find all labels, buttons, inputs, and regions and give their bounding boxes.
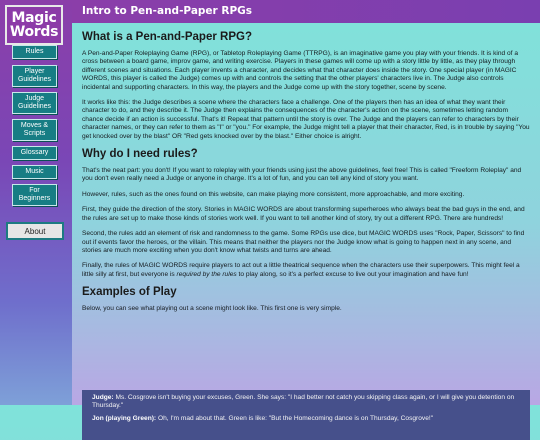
paragraph: However, rules, such as the ones found on this website, can make playing more consistent, more approachable, and more exciting. (82, 190, 465, 198)
text: to play along, so it's a perfect excuse to live out your imagination and have fun! (236, 270, 469, 278)
nav-for-beginners-button[interactable]: For Beginners (12, 184, 57, 206)
nav-player-guidelines-button[interactable]: Player Guidelines (12, 65, 57, 87)
logo-line-2: Words (9, 24, 59, 40)
nav-music-button[interactable]: Music (12, 165, 57, 179)
page-header (72, 0, 540, 23)
dialog-text: Ms. Cosgrove isn't buying your excuses, Green. She says: "I had better not catch you skipping class again, or I will give you detention on Thursday." (92, 394, 515, 410)
nav-moves-scripts-button[interactable]: Moves & Scripts (12, 119, 57, 141)
paragraph (82, 262, 530, 279)
section-heading-examples: Examples of Play (82, 286, 177, 299)
nav-rules-button[interactable]: Rules (12, 45, 57, 59)
section-heading-what-is: What is a Pen-and-Paper RPG? (82, 31, 252, 43)
nav-judge-guidelines-button[interactable]: Judge Guidelines (12, 92, 57, 114)
paragraph: It works like this: the Judge describes a scene where the characters face a challenge. One of the players then has an idea of what they want their character to do, and they describe it. The Judge then explains the consequences of the character's action on the scene, sometimes letting random chance decide if an action is successful. That's it! Repeat that pattern until the story is over. The Judge and the players can refer to characters by their character names, or they can refer to them as "I" or "you." For example, the Judge might tell a player that their character, Red, is in trouble by saying "You get knocked over by the blast" OR "Red gets knocked over by the blast." Either choice is alright. (82, 99, 530, 140)
paragraph: First, they guide the direction of the story. Stories in MAGIC WORDS are about transforming superheroes who always beat the bad guys in the end, and the rules are set up to make those kinds of stories work well. If you want to tell another kind of story, try out a different RPG. There are hundreds! (82, 206, 525, 222)
paragraph: Second, the rules add an element of risk and randomness to the game. Some RPGs use dice, but MAGIC WORDS uses "Rock, Paper, Scissors" to find out if events favor the heroes, or the villain. This means that neither the players nor the Judge know what is going to happen next in any scene, and stories are much more exciting when you don't know what twists and turns are ahead. (82, 230, 525, 254)
paragraph: Below, you can see what playing out a scene might look like. This first one is very simple. (82, 305, 342, 313)
paragraph: A Pen-and-Paper Roleplaying Game (RPG), or Tabletop Roleplaying Game (TTRPG), is an imaginative game you play with your friends. It is kind of a cross between a board game, improv game, and writing exercise. Players in these games will come up with a story little by little, as they play through different scenes and situations. Each player invents a character, and decides what that character does inside the story. One special player (in MAGIC WORDS, this player is called the Judge) comes up with and controls the setting that the other players' characters live in. The Judge also controls incidental and supporting characters. In this way, the players and the Judge come up with the story together, scene by scene. (82, 50, 518, 91)
example-dialog-box (82, 390, 530, 440)
nav-glossary-button[interactable]: Glossary (12, 146, 57, 160)
sidebar (0, 0, 72, 405)
section-heading-why-rules: Why do I need rules? (82, 148, 198, 161)
dialog-line (92, 415, 520, 423)
site-logo[interactable] (5, 5, 63, 45)
dialog-line (92, 394, 520, 411)
paragraph: That's the neat part: you don't! If you want to roleplay with your friends using just the above guidelines, feel free! This is called "Freeform Roleplay" and you don't even really need a Judge or anyone in charge. It's a lot of fun, and you can tell any kind of story you want. (82, 167, 522, 183)
main-content (82, 31, 530, 321)
dialog-speaker: Jon (playing Green): (92, 414, 157, 422)
emphasis-text: required by the rules (176, 270, 237, 278)
page-title: Intro to Pen-and-Paper RPGs (82, 5, 253, 17)
text: Finally, the rules of MAGIC WORDS require players to act out a little theatrical sequence when the characters use their superpowers. This might feel a little silly at first, but everyone is (82, 262, 520, 278)
dialog-speaker: Judge: (92, 394, 114, 401)
logo-line-1: Magic (11, 10, 57, 26)
about-button[interactable]: About (6, 222, 64, 240)
dialog-text: Oh, I'm mad about that. Green is like: "But the Homecoming dance is on Thursday, Cosgrove!" (156, 414, 434, 422)
